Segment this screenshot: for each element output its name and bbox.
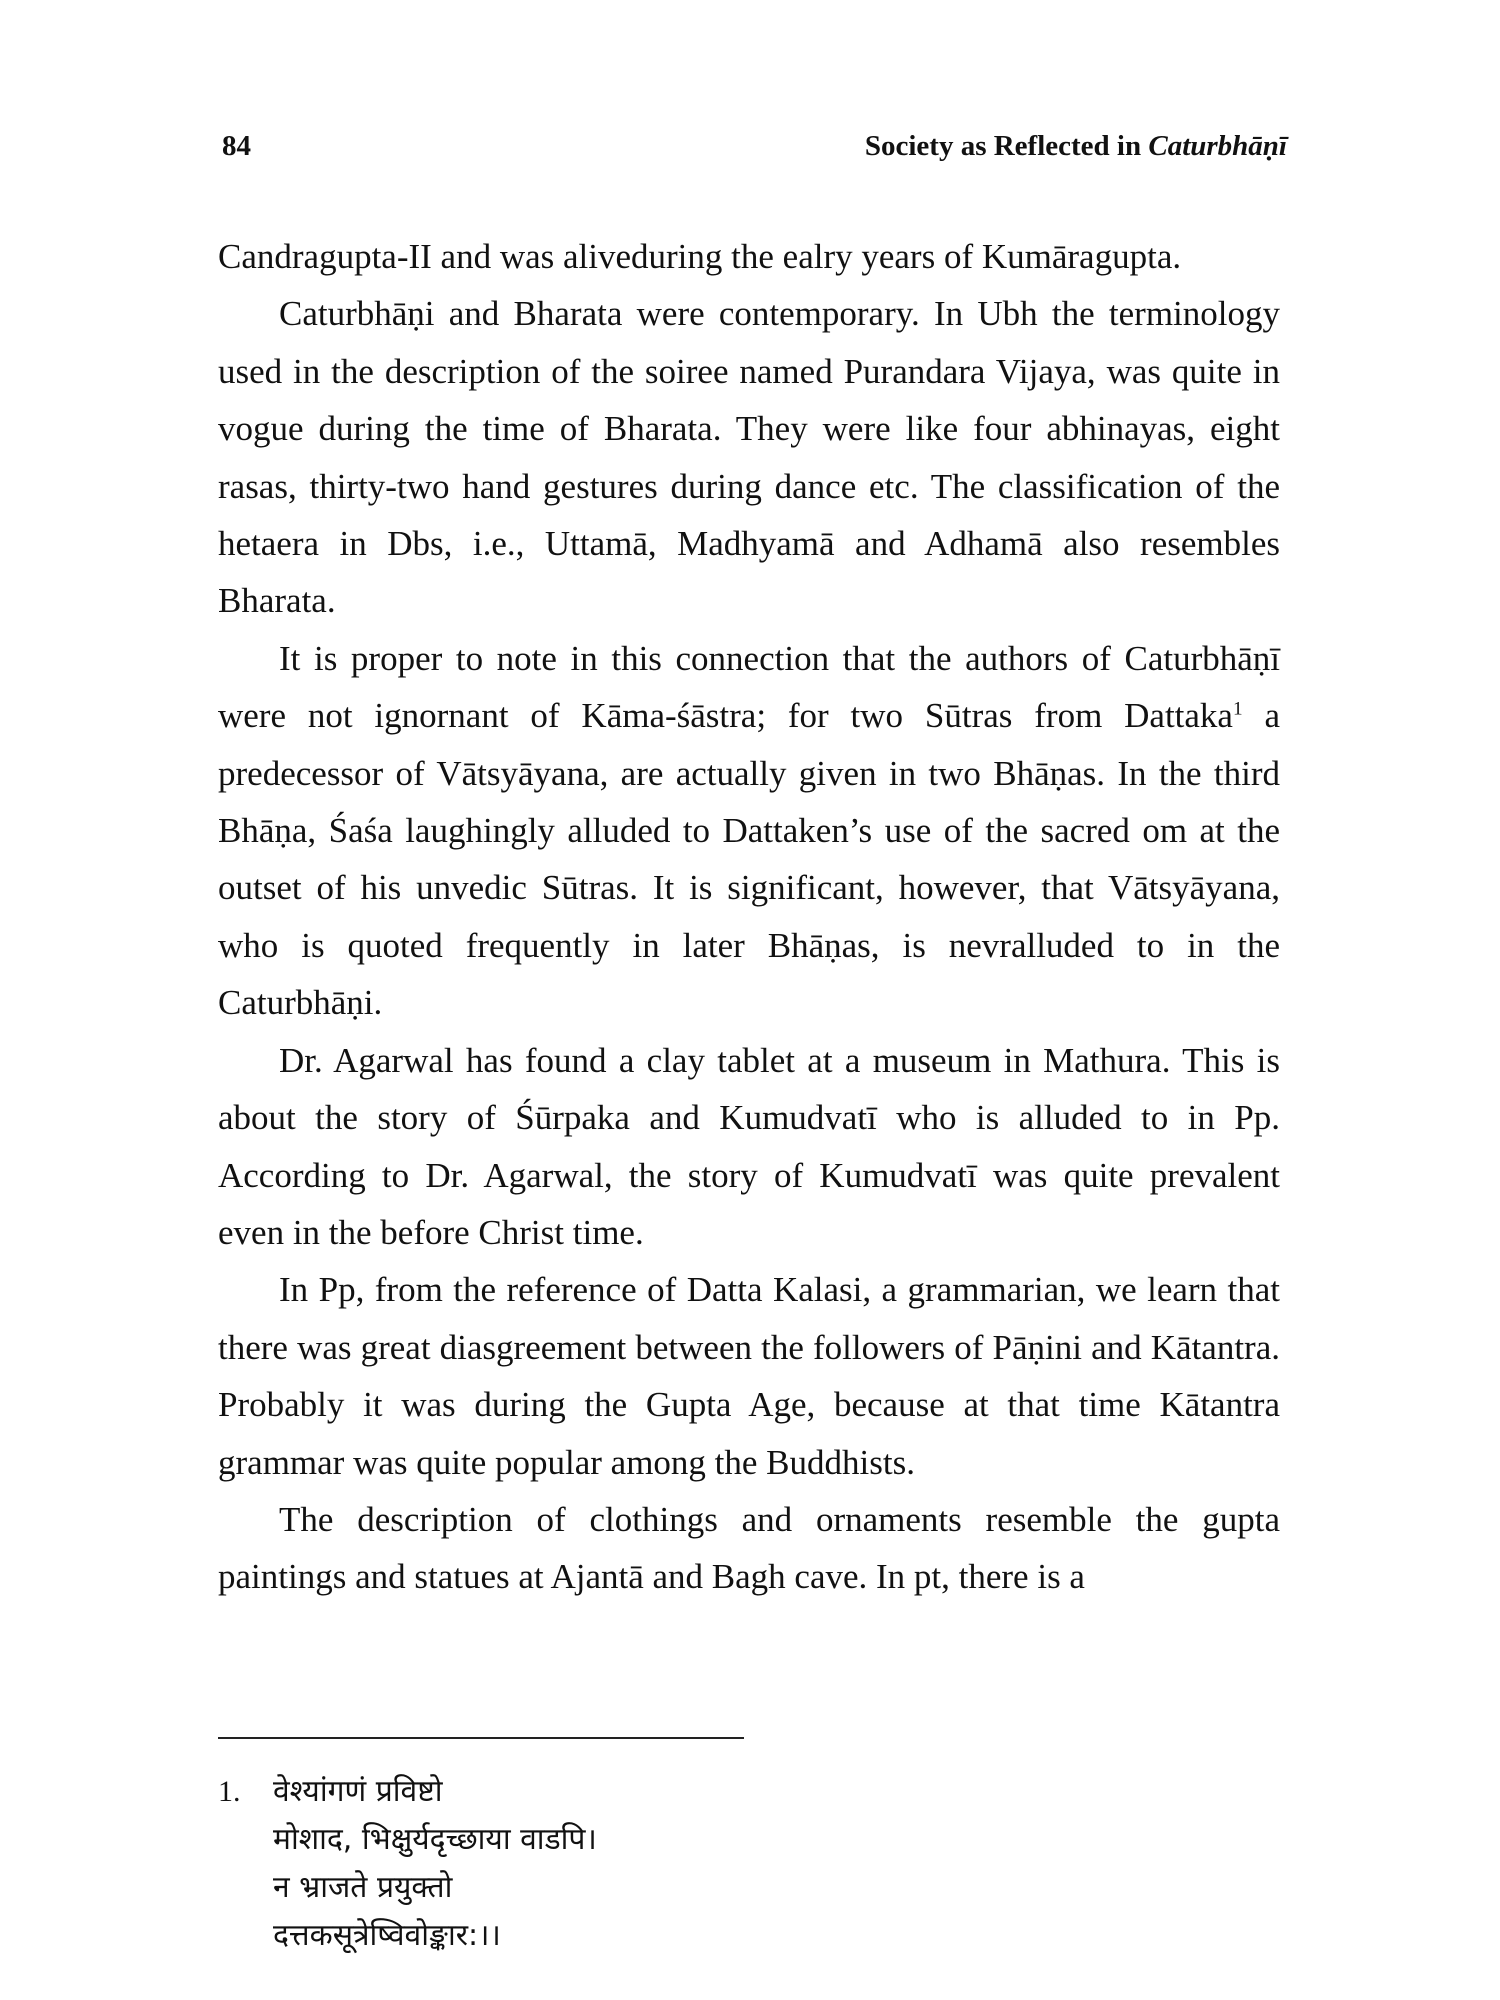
paragraph-grammarians: In Pp, from the reference of Datta Kalasi, a grammarian, we learn that there was great diasgreement between the followers of Pāṇini and Kātantra. Probably it was during the Gupta Age, because at that time Kātantra grammar was quite popular among the Buddhists. [218, 1270, 1280, 1482]
running-header [865, 126, 1287, 166]
paragraph-clay-tablet: Dr. Agarwal has found a clay tablet at a museum in Mathura. This is about the story of Śūrpaka and Kumudvatī who is alluded to in Pp. According to Dr. Agarwal, the story of Kumudvatī was quite prevalent even in the before Christ time. [218, 1040, 1280, 1252]
footnote-reference: 1 [1232, 698, 1243, 720]
paragraph-continuation: Candragupta-II and was aliveduring the ealry years of Kumāragupta. [218, 237, 1182, 276]
body-text [218, 228, 1280, 1606]
paragraph-clothing: The description of clothings and ornaments resemble the gupta paintings and statues at Ajantā and Bagh cave. In pt, there is a [218, 1499, 1280, 1597]
footnote-verse-line: दत्तकसूत्रेष्विवोङ्कार:।। [273, 1918, 501, 1953]
paragraph-contemporary: Caturbhāṇi and Bharata were contemporary. In Ubh the terminology used in the description of the soiree named Purandara Vijaya, was quite in vogue during the time of Bharata. They were like four abhinayas, eight rasas, thirty-two hand gestures during dance etc. The classification of the hetaera in Dbs, i.e., Uttamā, Madhyamā and Adhamā also resembles Bharata. [218, 294, 1280, 621]
running-header-text: Society as Reflected in [864, 130, 1149, 162]
footnote-divider [218, 1737, 744, 1739]
footnote-verse-line: वेश्यांगणं प्रविष्टो [273, 1774, 443, 1809]
footnote-verse-line: मोशाद, भिक्षुर्यदृच्छाया वाडपि। [273, 1822, 597, 1857]
paragraph-kama-sastra-text-1: It is proper to note in this connection that the authors of Caturbhāṇī were not ignornant of Kāma-śāstra; for two Sūtras from Dattaka [218, 638, 1280, 736]
page-number: 84 [222, 130, 251, 162]
footnote-verse-line: न भ्राजते प्रयुक्तो [273, 1870, 453, 1905]
footnote-number: 1. [218, 1775, 241, 1808]
running-header-book-title: Caturbhāṇī [1148, 130, 1287, 162]
paragraph-kama-sastra [218, 630, 1280, 1032]
footnote-verse [273, 1768, 1073, 1960]
paragraph-kama-sastra-text-2: a predecessor of Vātsyāyana, are actually given in two Bhāṇas. In the third Bhāṇa, Śaśa laughingly alluded to Dattaken’s use of the sacred om at the outset of his unvedic Sūtras. It is significant, however, that Vātsyāyana, who is quoted frequently in later Bhāṇas, is nevralluded to in the Caturbhāṇi. [218, 696, 1280, 1023]
